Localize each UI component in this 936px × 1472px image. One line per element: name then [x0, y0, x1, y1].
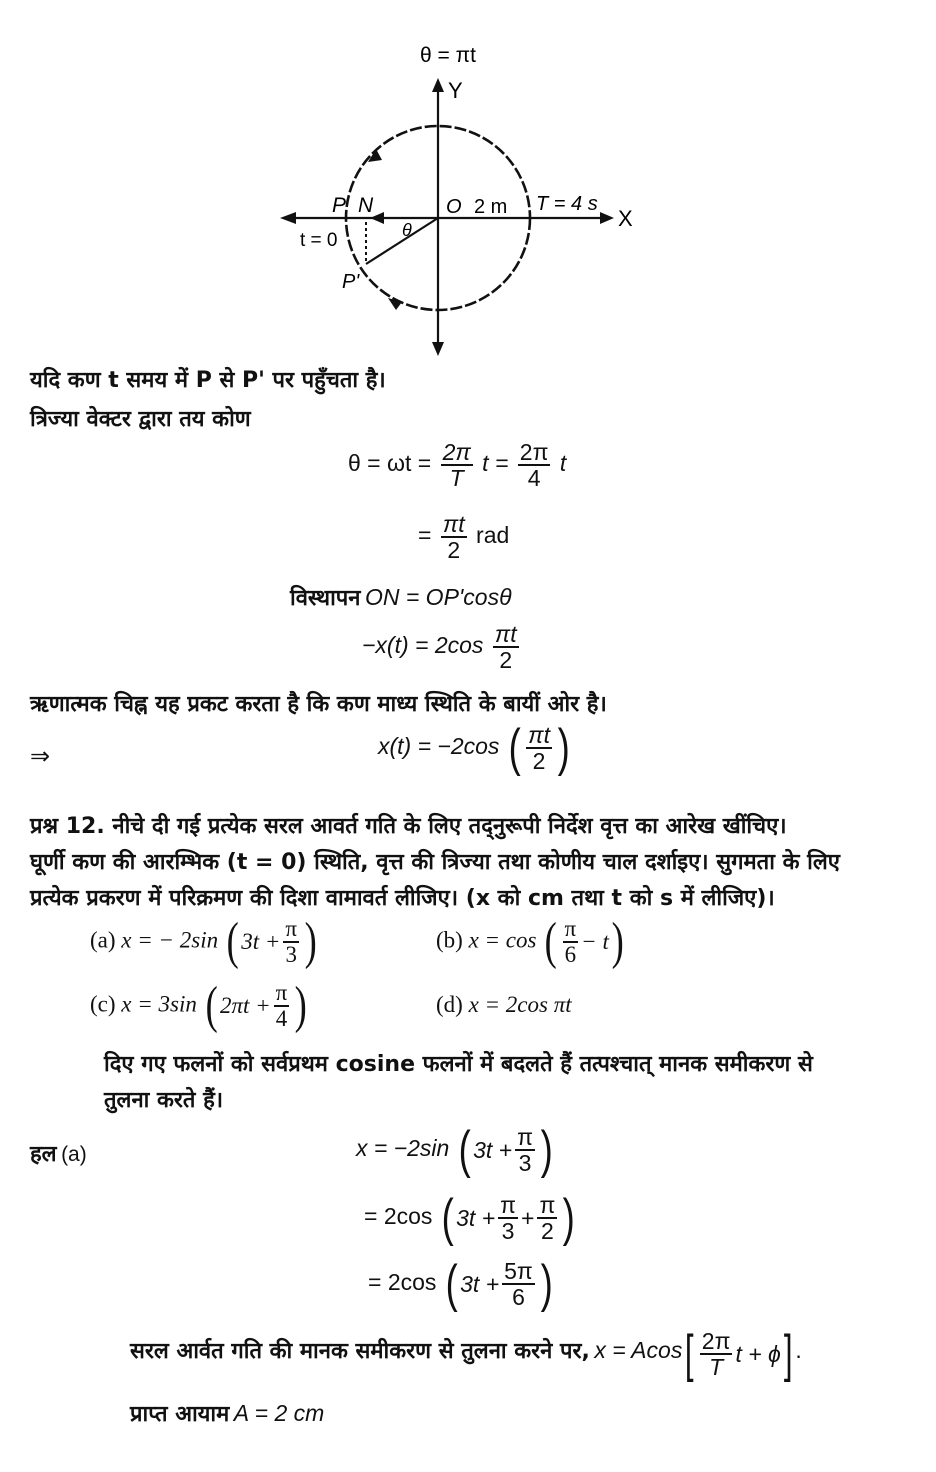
reference-circle-diagram — [270, 40, 670, 360]
part-c-label: (c) — [90, 991, 116, 1017]
eq2-den: 2 — [447, 537, 461, 564]
eq1-lhs: θ = ωt = — [348, 450, 432, 477]
s2-inner: 3t + — [456, 1204, 496, 1231]
solution-intro-line-1: दिए गए फलनों को सर्वप्रथम cosine फलनों में बदलते हैं तत्पश्चात् मानक समीकरण से — [104, 1052, 813, 1077]
label-radius: 2 m — [474, 196, 508, 218]
amplitude-text: प्राप्त आयाम — [130, 1402, 230, 1427]
diagram-svg — [270, 40, 670, 360]
amplitude-line — [130, 1400, 324, 1430]
part-c: (c) x = 3sin ( 2πt + $\frac{\pi}{4}$ ) — [90, 977, 307, 1034]
implies-arrow: ⇒ — [30, 743, 51, 770]
s3-lhs: = 2cos — [368, 1269, 437, 1296]
equation-rad — [418, 512, 509, 562]
negative-note: ऋणात्मक चिह्न यह प्रकट करता है कि कण माध्य स्थिति के बायीं ओर है। — [30, 692, 607, 717]
question-line-2: घूर्णी कण की आरम्भिक (t = 0) स्थिति, वृत्त की त्रिज्या तथा कोणीय चाल दर्शाइए। सुगमता के लिए — [30, 850, 840, 875]
part-c-expr: x = 3sin — [121, 991, 197, 1017]
solution-intro-line-2: तुलना करते हैं। — [104, 1088, 224, 1113]
y-axis-arrow-down-icon — [432, 342, 444, 356]
s1-den: 3 — [518, 1150, 532, 1176]
compare-line: सरल आर्वत गति की मानक समीकरण से तुलना करने पर, x = Acos [ $\frac{2\pi}{T}$ t + ϕ ] . — [130, 1325, 802, 1383]
solution-part: (a) — [61, 1143, 87, 1166]
label-p: P — [332, 194, 347, 217]
part-b-tail: − t — [581, 929, 609, 954]
label-p-prime: P' — [342, 271, 360, 293]
implies-num: πt — [528, 721, 550, 748]
part-a-inner: 3t + — [241, 929, 281, 954]
eq1-end: t — [559, 450, 567, 477]
part-c-inner: 2πt + — [219, 993, 271, 1018]
x-axis-arrow-left-icon — [280, 212, 296, 224]
part-a-label: (a) — [90, 927, 116, 953]
y-axis-label: Y — [448, 78, 463, 103]
equation-angle — [348, 440, 566, 490]
eq4-num: πt — [494, 621, 517, 647]
eq1-f1-den: T — [449, 465, 464, 492]
eq1-f2-num: 2π — [519, 439, 549, 465]
part-b-den: 6 — [564, 942, 577, 967]
compare-num: 2π — [701, 1327, 731, 1354]
solution-step-1: x = −2sin ( 3t + $\frac{\pi}{3}$ ) — [356, 1121, 553, 1179]
equation-displacement — [290, 584, 512, 614]
solution-step-3: = 2cos ( 3t + $\frac{5\pi}{6}$ ) — [368, 1255, 553, 1313]
question-label: प्रश्न 12. — [30, 814, 105, 839]
eq3-expr: ON = OP'cosθ — [364, 584, 512, 610]
implies-lhs: x(t) = −2cos — [378, 733, 500, 760]
compare-text: सरल आर्वत गति की मानक समीकरण से तुलना करने पर, — [130, 1339, 590, 1365]
eq4-lhs: −x(t) = 2cos — [362, 632, 484, 659]
compare-tail: t + ϕ — [735, 1340, 781, 1367]
s2-n2: π — [539, 1191, 556, 1218]
s1-inner: 3t + — [473, 1136, 513, 1163]
label-origin: O — [446, 196, 462, 218]
eq2-lhs: = — [418, 522, 432, 549]
label-time-zero: t = 0 — [300, 230, 338, 251]
compare-den: T — [709, 1354, 724, 1380]
eq4-den: 2 — [499, 647, 513, 674]
diagram-top-label: θ = πt — [420, 44, 476, 67]
intro-line-1: यदि कण t समय में P से P' पर पहुँचता है। — [30, 368, 386, 393]
amplitude-expr: A = 2 cm — [233, 1400, 325, 1426]
label-angle: θ — [402, 220, 412, 240]
s2-plus: + — [521, 1204, 535, 1231]
eq1-f2-den: 4 — [527, 465, 541, 492]
y-axis-arrow-up-icon — [432, 78, 444, 92]
question-line-1 — [30, 812, 787, 842]
s2-d2: 2 — [540, 1218, 554, 1244]
part-a-expr: x = − 2sin — [121, 927, 219, 953]
label-n: N — [358, 194, 374, 217]
eq2-end: rad — [476, 522, 510, 549]
implies-den: 2 — [532, 748, 546, 774]
solution-label-text: हल — [30, 1142, 57, 1167]
s1-lhs: x = −2sin — [356, 1135, 450, 1162]
s2-d1: 3 — [501, 1218, 515, 1244]
compare-lhs: x = Acos — [594, 1337, 683, 1364]
part-c-num: π — [274, 981, 290, 1007]
part-d — [436, 992, 572, 1018]
equation-result: x(t) = −2cos ( $\frac{\pi t}{2}$ ) — [378, 719, 570, 777]
part-b-expr: x = cos — [468, 927, 537, 953]
solution-label — [30, 1140, 87, 1170]
compare-end: . — [795, 1337, 802, 1364]
eq3-label: विस्थापन — [290, 586, 361, 611]
part-b: (b) x = cos ( $\frac{\pi}{6}$ − t ) — [436, 913, 624, 970]
part-a-num: π — [283, 917, 299, 943]
s3-inner: 3t + — [460, 1270, 500, 1297]
question-line-3: प्रत्येक प्रकरण में परिक्रमण की दिशा वामावर्त लीजिए। (x को cm तथा t को s में लीजिए)। — [30, 886, 775, 911]
question-text-1: नीचे दी गई प्रत्येक सरल आवर्त गति के लिए तद्नुरूपी निर्देश वृत्त का आरेख खींचिए। — [112, 814, 787, 839]
solution-step-2: = 2cos ( 3t + $\frac{\pi}{3}$ + $\frac{\pi}{2}$ ) — [364, 1189, 576, 1247]
part-a: (a) x = − 2sin ( 3t + $\frac{\pi}{3}$ ) — [90, 913, 317, 970]
label-period: T = 4 s — [536, 193, 598, 215]
eq2-num: πt — [442, 511, 465, 537]
s2-lhs: = 2cos — [364, 1203, 433, 1230]
s3-den: 6 — [512, 1284, 525, 1310]
x-axis-label: X — [618, 206, 633, 231]
eq1-f1-num: 2π — [442, 439, 471, 465]
s2-n1: π — [500, 1191, 517, 1218]
eq1-mid: t = — [482, 450, 509, 477]
part-a-den: 3 — [285, 942, 297, 967]
part-d-label: (d) — [436, 992, 463, 1017]
part-d-expr: x = 2cos πt — [468, 992, 572, 1017]
x-axis-arrow-right-icon — [600, 212, 614, 224]
s3-num: 5π — [504, 1257, 533, 1284]
s1-num: π — [517, 1123, 533, 1150]
intro-line-2: त्रिज्या वेक्टर द्वारा तय कोण — [30, 407, 251, 432]
part-b-num: π — [563, 917, 579, 943]
equation-negative-x — [362, 622, 522, 672]
part-b-label: (b) — [436, 927, 463, 953]
part-c-den: 4 — [275, 1006, 288, 1031]
